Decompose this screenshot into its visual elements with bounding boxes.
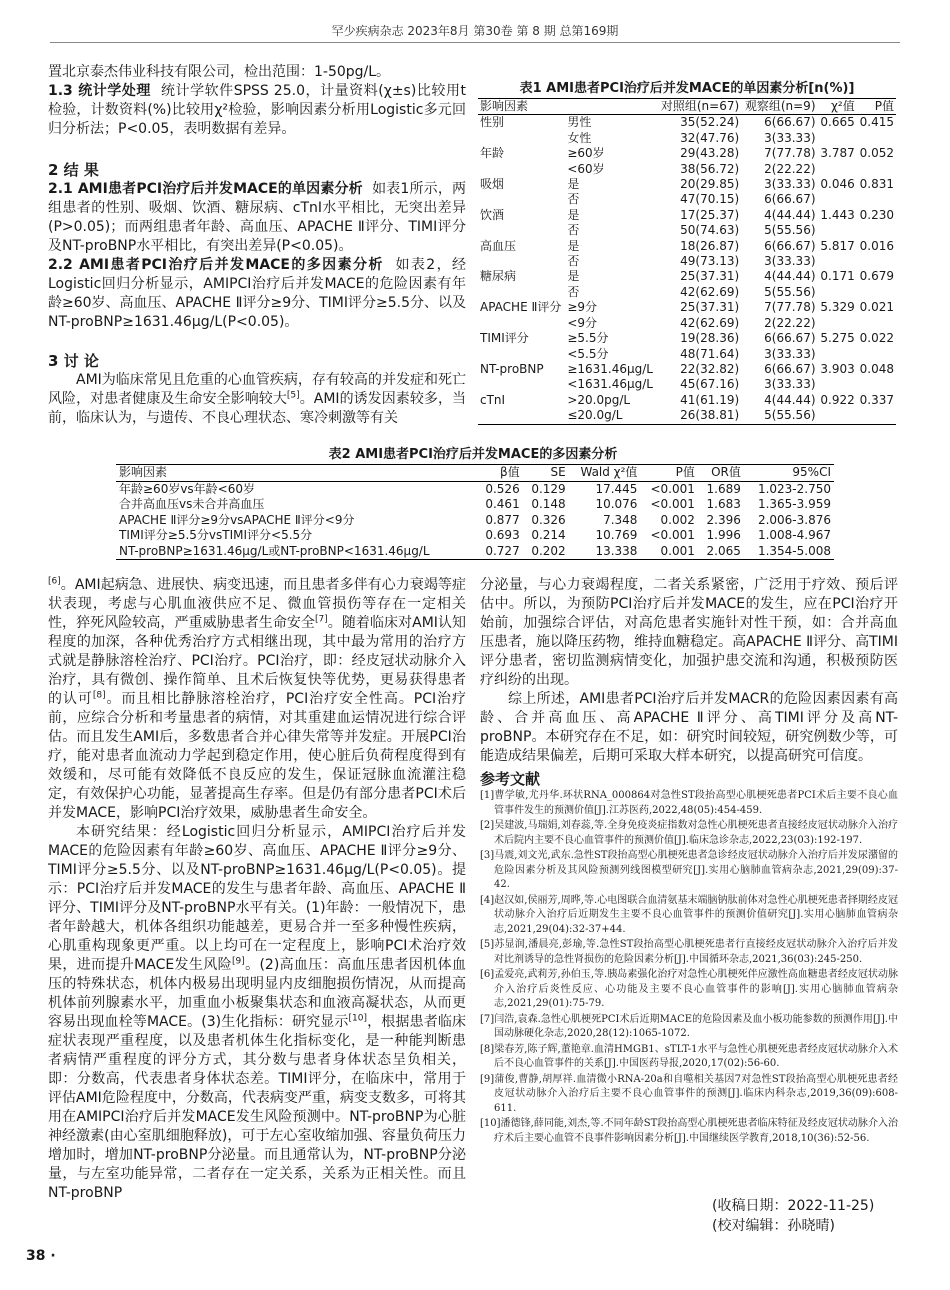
table1-cell: 3(33.33) xyxy=(764,377,816,392)
reference-item: [7]闫浩,袁森.急性心肌梗死PCI术后近期MACE的危险因素及血小板功能参数的预测作用[J].中国动脉硬化杂志,2020,28(12):1065-1072. xyxy=(480,1013,898,1039)
table2-row xyxy=(116,481,834,497)
table1-cell: 32(47.76) xyxy=(680,130,740,145)
table1-cell: 41(61.19) xyxy=(680,392,740,407)
table2-header: Wald χ²值 xyxy=(580,465,638,479)
table1-cell xyxy=(478,162,565,177)
table1-cell: 18(26.87) xyxy=(680,238,740,253)
proofread-editor: (校对编辑：孙晓晴) xyxy=(712,1218,835,1234)
table1-cell: 6(66.67) xyxy=(764,361,816,376)
table1-cell xyxy=(478,192,565,207)
table1-row xyxy=(478,254,896,269)
table1-cell: 5(55.56) xyxy=(764,223,816,238)
table1-row xyxy=(478,331,896,346)
discussion-text-2: 。AMI的诱发因素较多，当前，临床认为，与遗传、不良心理状态、寒冷刺激等有关 xyxy=(48,391,466,426)
reference-item: [2]吴建波,马瑞娟,刘春蕊,等.全身免疫炎症指数对急性心肌梗死患者直接经皮冠状动脉介入治疗术后院内主要不良心血管事件的预测价值[J].临床急诊杂志,2022,23(03):192-197. xyxy=(480,820,898,846)
table1-header: P值 xyxy=(874,99,894,113)
prevention-paragraph: 分泌量，与心力衰竭程度，二者关系紧密，广泛用于疗效、预后评估中。所以，为预防PCI治疗后并发MACE的发生，应在PCI治疗开始前，加强综合评估，对高危患者实施针对性干预，如：合并高血压患者，施以降压药物，维持血糖稳定。高APACHE Ⅱ评分、高TIMI评分患者，密切监测病情变化，加强护患交流和沟通，积极预防医疗纠纷的出现。 xyxy=(480,577,898,688)
ref-marker: [6] xyxy=(48,576,61,587)
page-number: 38 · xyxy=(26,1248,56,1264)
table1-cell xyxy=(818,347,857,362)
references-list xyxy=(480,789,898,1146)
r22-paragraph xyxy=(48,256,466,332)
table1-caption: 表1 AMI患者PCI治疗后并发MACE的单因素分析[n(%)] xyxy=(519,81,855,96)
table2-cell: 0.877 xyxy=(485,512,520,527)
table1-cell xyxy=(478,254,565,269)
table1-cell: 2(22.22) xyxy=(764,161,816,176)
table1-row xyxy=(478,177,896,192)
table1-cell: 6(66.67) xyxy=(764,238,816,253)
table1-cell: 3(33.33) xyxy=(764,346,816,361)
table1-row xyxy=(478,362,896,377)
table1-cell: 5(55.56) xyxy=(764,408,816,423)
r21-text: 如表1所示，两组患者的性别、吸烟、饮酒、糖尿病、cTnI水平相比，无突出差异(P>0.05)；而两组患者年龄、高血压、APACHE Ⅱ评分、TIMI评分及NT-proBNP水平相比，有突出差异(P<0.05)。 xyxy=(48,181,466,254)
table1-cell: 0.046 xyxy=(820,177,855,192)
reference-item: [3]马震,刘文光,武东.急性ST段抬高型心肌梗死患者急诊经皮冠状动脉介入治疗后并发尿潴留的危险因素分析及其风险预测列线图模型研究[J].实用心脑肺血管病杂志,2021,29(09):37-42. xyxy=(480,850,898,890)
table1-cell: 0.021 xyxy=(859,300,894,315)
table1-cell: 26(38.81) xyxy=(680,408,740,423)
r22-heading: 2.2 AMI患者PCI治疗后并发MACE的多因素分析 xyxy=(48,257,384,273)
table1-row xyxy=(478,377,896,392)
table1-cell: 7(77.78) xyxy=(764,300,816,315)
table1-cell: 高血压 xyxy=(480,238,517,253)
table2-cell: 2.396 xyxy=(706,512,741,527)
table2-cell: APACHE Ⅱ评分≥9分vsAPACHE Ⅱ评分<9分 xyxy=(119,512,355,527)
table1-cell xyxy=(857,285,896,300)
table1-cell: >20.0pg/L xyxy=(567,392,631,407)
table1-header: 观察组(n=9) xyxy=(744,99,816,113)
table1-row xyxy=(478,192,896,207)
discussion-paragraph xyxy=(48,371,466,428)
table1-cell: 5.817 xyxy=(820,238,855,253)
reference-item: [8]梁春芳,陈子辉,董艳章.血清HMGB1、sTLT-1水平与急性心肌梗死患者经皮冠状动脉介入术后不良心血管事件的关系[J].中国医药导报,2020,17(02):56-60. xyxy=(480,1043,898,1069)
table2-row xyxy=(116,513,834,529)
table1-cell xyxy=(478,131,565,146)
table1-cell xyxy=(857,254,896,269)
table1-row xyxy=(478,239,896,254)
stat-text: 统计学软件SPSS 25.0，计量资料(χ±s)比较用t检验，计数资料(%)比较用χ²检验，影响因素分析用Logistic多元回归分析法；P<0.05，表明数据有差异。 xyxy=(48,83,466,137)
table1-cell: ≥1631.46μg/L xyxy=(567,361,653,376)
results-heading: 2 结 果 xyxy=(48,161,99,179)
table2-cell: 合并高血压vs未合并高血压 xyxy=(119,497,265,511)
left-bottom-column xyxy=(48,576,466,1203)
table1-cell: 是 xyxy=(567,269,580,284)
r21-paragraph xyxy=(48,180,466,256)
table2-cell: 0.326 xyxy=(531,512,566,527)
table1-cell: 否 xyxy=(567,284,580,299)
table1-row xyxy=(478,146,896,161)
findings-text-2: 。(2)高血压：高血压患者因机体血压的特殊状态，机体内极易出现明显内皮细胞损伤情况，从而提高机体前列腺素水平，加重血小板聚集状态和血液高凝状态，从而更容易出现血栓等MACE。(3)生化指标：研究显示 xyxy=(48,957,466,1030)
discussion-cont-text-3: 。而且相比静脉溶栓治疗，PCI治疗安全性高。PCI治疗前，应综合分析和考量患者的病情，对其重建血运情况进行综合评估。而且发生AMI后，多数患者合并心律失常等并发症。开展PCI治疗，能对患者血流动力学起到稳定作用，使心脏后负荷程度得到有效缓和，尽可能有效降低不良反应的发生，保证冠脉血流灌注稳定，有效保护心功能，显著提高生存率。但是仍有部分患者PCI术后并发MACE，影响PCI治疗效果，威胁患者生命安全。 xyxy=(48,691,467,821)
reference-item: [5]苏显润,潘晨亮,彭瑜,等.急性ST段抬高型心肌梗死患者行直接经皮冠状动脉介入治疗后并发对比剂诱导的急性肾损伤的危险因素分析[J].中国循环杂志,2021,36(03):245-250. xyxy=(480,939,898,965)
table1-cell: 吸烟 xyxy=(480,177,505,192)
table1-cell: 4(44.44) xyxy=(764,207,816,222)
table2-cell: 1.354-5.008 xyxy=(757,543,831,558)
table2-cell: 0.526 xyxy=(485,481,520,496)
table2-cell: 10.076 xyxy=(595,497,638,511)
table1-cell: ≥9分 xyxy=(567,300,598,315)
table1-cell: 3(33.33) xyxy=(764,130,816,145)
table2-row xyxy=(116,497,834,513)
table2-header-row xyxy=(116,465,834,482)
table1-cell: 7(77.78) xyxy=(764,146,816,161)
table2-cell: 13.338 xyxy=(595,543,638,558)
table1-header: 对照组(n=67) xyxy=(660,99,740,113)
journal-header: 罕少疾病杂志 2023年8月 第30卷 第 8 期 总第169期 xyxy=(331,24,619,38)
table2-cell: <0.001 xyxy=(650,481,695,496)
table1-cell: 49(73.13) xyxy=(680,254,740,269)
table1-row xyxy=(478,316,896,331)
table1-header: χ²值 xyxy=(830,99,855,113)
method-tail-paragraph: 置北京泰杰伟业科技有限公司，检出范围：1-50pg/L。 xyxy=(48,64,391,80)
left-top-column xyxy=(48,63,466,428)
table2-caption: 表2 AMI患者PCI治疗后并发MACE的多因素分析 xyxy=(328,447,618,462)
table1-cell: 4(44.44) xyxy=(764,269,816,284)
table2-cell: 0.693 xyxy=(485,528,520,542)
r21-heading: 2.1 AMI患者PCI治疗后并发MACE的单因素分析 xyxy=(48,181,363,197)
table2-row xyxy=(116,544,834,560)
table2-cell: 1.365-3.959 xyxy=(757,497,831,511)
table1-cell xyxy=(818,408,857,424)
table2-header: β值 xyxy=(500,465,520,479)
table1-cell: 42(62.69) xyxy=(680,315,740,330)
table1-cell: 0.048 xyxy=(859,361,894,376)
discussion-cont-text: 。AMI起病急、进展快、病变迅速，而且患者多伴有心力衰竭等症状表现，考虑与心肌血液供应不足、微血管损伤等存在一定相关性，猝死风险较高，严重威胁患者生命安全 xyxy=(48,577,466,631)
table1-cell: 性别 xyxy=(480,115,505,130)
table1-cell: 是 xyxy=(567,238,580,253)
reference-item: [6]孟爱亮,武莉芳,孙伯玉,等.胰岛素强化治疗对急性心肌梗死伴应激性高血糖患者经皮冠状动脉介入治疗后炎性反应、心功能及主要不良心血管事件的影响[J].实用心脑肺血管病杂志,2021,29(01):75-79. xyxy=(480,969,898,1009)
table1-cell: 年龄 xyxy=(480,146,505,161)
table2-cell: 1.683 xyxy=(706,497,741,511)
table1-cell: 22(32.82) xyxy=(680,361,740,376)
table1-cell xyxy=(478,285,565,300)
table2-cell: NT-proBNP≥1631.46μg/L或NT-proBNP<1631.46μg/L xyxy=(119,543,430,558)
table1-cell: NT-proBNP xyxy=(480,361,544,376)
table1-cell xyxy=(478,377,565,392)
table1-cell: 35(52.24) xyxy=(680,115,740,130)
table1-cell: 25(37.31) xyxy=(680,269,740,284)
ref-marker: [10] xyxy=(348,1013,368,1024)
table1-cell: 17(25.37) xyxy=(680,207,740,222)
table1-header: 影响因素 xyxy=(480,99,529,113)
table1-cell: 0.016 xyxy=(859,238,894,253)
table2-cell: 0.727 xyxy=(485,543,520,558)
findings-text-3: ，根据患者临床症状表现严重程度，以及患者机体生化指标变化，是一种能判断患者病情严重程度的评分方式，其分数与患者身体状态呈负相关，即：分数高，代表患者身体状态差。TIMI评分，在临床中，常用于评估AMI危险程度中，分数高，代表病变严重，病变支数多，可将其用在AMIPCI治疗后并发MACE发生风险预测中。NT-proBNP为心脏神经激素(由心室肌细胞释放)，可于左心室收缩加强、容量负荷压力增加时，增加NT-proBNP分泌量。而且通常认为，NT-proBNP分泌量，与左室功能异常，二者存在一定关系，关系为正相关性。而且NT-proBNP xyxy=(48,1014,466,1201)
ref-marker: [7] xyxy=(315,614,328,625)
table2-cell: 0.461 xyxy=(485,497,520,511)
discussion-cont-text-2: 。随着临床对AMI认知程度的加深，各种优秀治疗方式相继出现，其中最为常用的治疗方式就是静脉溶栓治疗、PCI治疗。PCI治疗，即：经皮冠状动脉介入治疗，具有微创、操作简单、且术后恢复快等优势，更易获得患者的认可 xyxy=(48,615,467,707)
table1-cell: 42(62.69) xyxy=(680,284,740,299)
table1-cell xyxy=(818,131,857,146)
header-rule xyxy=(50,42,900,43)
table1-cell xyxy=(818,316,857,331)
references-heading: 参考文献 xyxy=(480,770,541,788)
table1-cell: 50(74.63) xyxy=(680,223,740,238)
table1-cell xyxy=(478,223,565,238)
table1 xyxy=(478,98,896,425)
reference-item: [1]曹学敏,尤丹华.环状RNA_000864对急性ST段抬高型心肌梗死患者PCI术后主要不良心血管事件发生的预测价值[J].江苏医药,2022,48(05):454-459. xyxy=(480,790,898,816)
table2-header: SE xyxy=(550,465,566,479)
table1-cell: 45(67.16) xyxy=(680,377,740,392)
table2-cell: <0.001 xyxy=(650,497,695,511)
received-note xyxy=(712,1196,874,1236)
table2-cell: 1.008-4.967 xyxy=(757,528,831,542)
findings-paragraph xyxy=(48,823,466,1203)
table1-cell: 0.665 xyxy=(820,115,855,130)
table2-cell: 2.006-3.876 xyxy=(757,512,831,527)
conclusion-paragraph: 综上所述，AMI患者PCI治疗后并发MACR的危险因素因素有高龄、合并高血压、高APACHE Ⅱ评分、高TIMI评分及高NT-proBNP。本研究存在不足，如：研究时间较短，研究例数少等，可能造成结果偏差，后期可采取大样本研究，以提高研究可信度。 xyxy=(480,691,898,764)
table1-cell xyxy=(818,223,857,238)
table2-header: 影响因素 xyxy=(119,465,168,479)
stat-paragraph xyxy=(48,82,466,139)
table1-cell: 0.337 xyxy=(859,392,894,407)
table1-cell: 男性 xyxy=(567,115,592,130)
discussion-heading: 3 讨 论 xyxy=(48,352,99,370)
table1-cell: 48(71.64) xyxy=(680,346,740,361)
ref-marker: [9] xyxy=(232,956,245,967)
table1-cell: 5(55.56) xyxy=(764,284,816,299)
reference-item: [10]潘德锋,薛同能,刘杰,等.不同年龄ST段抬高型心肌梗死患者临床特征及经皮冠状动脉介入治疗术后主要心血管不良事件影响因素分析[J].中国继续医学教育,2018,10(36):52-56. xyxy=(480,1118,898,1144)
table1-cell: 0.230 xyxy=(859,207,894,222)
table1-header xyxy=(565,99,657,115)
table2-cell: 1.689 xyxy=(706,481,741,496)
table2-cell: 2.065 xyxy=(706,543,741,558)
table1-cell: 糖尿病 xyxy=(480,269,517,284)
table1-cell: 0.022 xyxy=(859,331,894,346)
table1-cell xyxy=(857,408,896,424)
table2-cell: 0.002 xyxy=(660,512,695,527)
reference-item: [4]赵汉如,侯丽芳,周晔,等.心电图联合血清氨基末端脑钠肽前体对急性心肌梗死患者择期经皮冠状动脉介入治疗后近期发生主要不良心血管事件的预测价值研究[J].实用心脑肺血管病杂志,2021,29(04):32-37+44. xyxy=(480,894,898,935)
table1-cell: ≥60岁 xyxy=(567,146,605,161)
table1-cell xyxy=(857,192,896,207)
table1-cell: 29(43.28) xyxy=(680,146,740,161)
table1-cell: <1631.46μg/L xyxy=(567,377,653,392)
table2-cell: 1.996 xyxy=(706,528,741,542)
table1-cell: 否 xyxy=(567,254,580,269)
table1-cell: 5.329 xyxy=(820,300,855,315)
table1-cell: 19(28.36) xyxy=(680,331,740,346)
table1-cell: <9分 xyxy=(567,315,598,330)
table1-row xyxy=(478,131,896,146)
table1-cell xyxy=(818,285,857,300)
table2-cell: 0.129 xyxy=(531,481,566,496)
table1-row xyxy=(478,347,896,362)
table1-cell xyxy=(478,316,565,331)
table1-cell: ≤20.0g/L xyxy=(567,408,623,423)
table1-cell: 5.275 xyxy=(820,331,855,346)
table1-cell: 3(33.33) xyxy=(764,254,816,269)
table2-row xyxy=(116,528,834,544)
table1-cell: 0.831 xyxy=(859,177,894,192)
table1-cell: <60岁 xyxy=(567,161,605,176)
table2-cell: 0.202 xyxy=(531,543,566,558)
table1-cell: 饮酒 xyxy=(480,207,505,222)
table2-header: OR值 xyxy=(711,465,741,479)
table1-cell xyxy=(818,377,857,392)
table1-cell xyxy=(818,254,857,269)
table1-cell: 0.679 xyxy=(859,269,894,284)
table2-cell: 0.214 xyxy=(531,528,566,542)
table1-cell: 1.443 xyxy=(820,207,855,222)
table1-cell: 20(29.85) xyxy=(680,177,740,192)
table2-header: 95%CI xyxy=(792,465,831,479)
table1-cell xyxy=(818,162,857,177)
table1-row xyxy=(478,300,896,315)
table1-cell: APACHE Ⅱ评分 xyxy=(480,300,562,315)
table2-cell: 7.348 xyxy=(603,512,638,527)
table1-cell: 3(33.33) xyxy=(764,177,816,192)
table1-cell: 2(22.22) xyxy=(764,315,816,330)
discussion-text: AMI为临床常见且危重的心血管疾病，存有较高的并发症和死亡风险，对患者健康及生命安全影响较大 xyxy=(48,372,466,407)
table1-row xyxy=(478,269,896,284)
table1-cell: 否 xyxy=(567,192,580,207)
ref-marker: [8] xyxy=(92,690,106,701)
table2-cell: TIMI评分≥5.5分vsTIMI评分<5.5分 xyxy=(119,528,313,542)
table2-cell: 10.769 xyxy=(595,528,638,542)
table1-cell: cTnI xyxy=(480,392,506,407)
table1-header-row xyxy=(478,99,896,115)
table1-cell xyxy=(857,316,896,331)
table2-cell: 17.445 xyxy=(595,481,638,496)
received-date: (收稿日期：2022-11-25) xyxy=(712,1198,875,1214)
stat-heading: 1.3 统计学处理 xyxy=(48,83,151,99)
table1-cell: 女性 xyxy=(567,130,592,145)
table1-cell xyxy=(857,223,896,238)
table1-row xyxy=(478,208,896,223)
table1-cell xyxy=(857,377,896,392)
table1-cell: 否 xyxy=(567,223,580,238)
table1-row xyxy=(478,393,896,408)
table1-cell: 25(37.31) xyxy=(680,300,740,315)
table1-row xyxy=(478,408,896,424)
table1-cell: 是 xyxy=(567,207,580,222)
table2-cell: 1.023-2.750 xyxy=(757,481,831,496)
table1-cell: 38(56.72) xyxy=(680,161,740,176)
table1-cell: 0.052 xyxy=(859,146,894,161)
table1-cell xyxy=(478,408,565,424)
table1-row xyxy=(478,115,896,131)
table1-cell xyxy=(857,131,896,146)
discussion-cont-paragraph xyxy=(48,576,466,823)
table2-cell: 0.001 xyxy=(660,543,695,558)
table2-cell: <0.001 xyxy=(650,528,695,542)
table1-cell xyxy=(857,347,896,362)
table1-cell: ≥5.5分 xyxy=(567,331,609,346)
table2-cell: 年龄≥60岁vs年龄<60岁 xyxy=(119,481,256,496)
table1-cell: 3.787 xyxy=(820,146,855,161)
table1-cell: 6(66.67) xyxy=(764,331,816,346)
table1-cell: 47(70.15) xyxy=(680,192,740,207)
table1-cell: 0.415 xyxy=(859,115,894,130)
reference-item: [9]蒲俊,曹静,胡厚祥.血清微小RNA-20a和自噬相关基因7对急性ST段抬高型心肌梗死患者经皮冠状动脉介入治疗后主要不良心血管事件的预测[J].临床内科杂志,2019,36(09):608-611. xyxy=(480,1073,898,1114)
table2 xyxy=(116,464,834,560)
right-bottom-column xyxy=(480,576,898,1147)
table1-cell: 4(44.44) xyxy=(764,392,816,407)
table1-cell: 6(66.67) xyxy=(764,115,816,130)
table1-cell: <5.5分 xyxy=(567,346,609,361)
findings-text: 本研究结果：经Logistic回归分析显示，AMIPCI治疗后并发MACE的危险因素有年龄≥60岁、高血压、APACHE Ⅱ评分≥9分、TIMI评分≥5.5分、以及NT-proBNP≥1631.46μg/L(P<0.05)。提示：PCI治疗后并发MACE的发生与患者年龄、高血压、APACHE Ⅱ评分、TIMI评分及NT-proBNP水平有关。(1)年龄：一般情况下，患者年龄越大，机体各组织功能越差，更易合并一至多种慢性疾病，心肌重构现象更严重。以上均可在一定程度上，影响PCI术治疗效果，进而提升MACE发生风险 xyxy=(48,824,466,973)
table1-cell xyxy=(857,162,896,177)
ref-marker: [5] xyxy=(286,390,300,401)
r22-text: 如表2，经Logistic回归分析显示，AMIPCI治疗后并发MACE的危险因素有年龄≥60岁、高血压、APACHE Ⅱ评分≥9分、TIMI评分≥5.5分、以及NT-proBNP≥1631.46μg/L(P<0.05)。 xyxy=(48,257,467,330)
table1-cell: TIMI评分 xyxy=(480,331,529,346)
table1-row xyxy=(478,285,896,300)
table1-cell: 6(66.67) xyxy=(764,192,816,207)
table1-row xyxy=(478,223,896,238)
table1-cell xyxy=(818,192,857,207)
table2-cell: 0.148 xyxy=(531,497,566,511)
table1-row xyxy=(478,162,896,177)
table1-cell: 0.922 xyxy=(820,392,855,407)
table2-header: P值 xyxy=(675,465,695,479)
table1-cell: 是 xyxy=(567,177,580,192)
table1-cell: 3.903 xyxy=(820,361,855,376)
table1-cell xyxy=(478,347,565,362)
table1-cell: 0.171 xyxy=(820,269,855,284)
